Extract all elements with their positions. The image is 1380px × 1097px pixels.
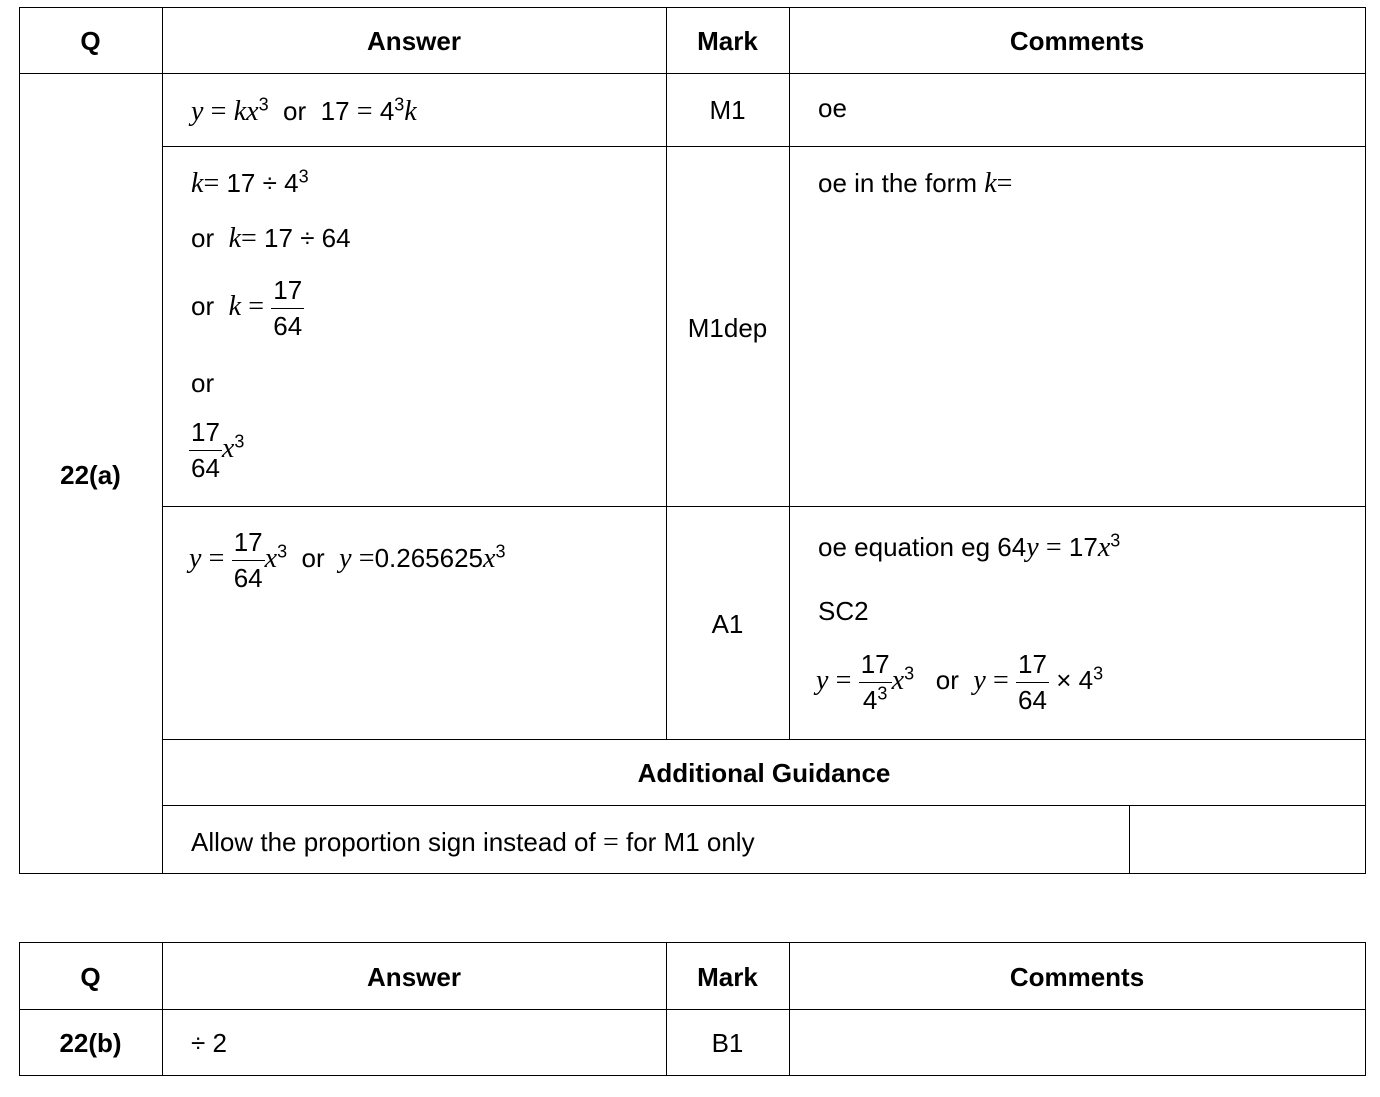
- fraction: $\frac{17}{64}$: [191, 417, 220, 483]
- mark-row3: A1: [711, 609, 744, 639]
- answer-b: ÷ 2: [191, 1028, 227, 1058]
- answer-row2-line5: $\frac{17}{64}$ $x^3$: [191, 417, 245, 483]
- answer-row3: y = $\frac{17}{64}$ $x^3$ or $y =0.265625x^3$: [189, 527, 506, 593]
- header-q: Q: [80, 26, 101, 56]
- mark-b: B1: [711, 1028, 744, 1058]
- guidance-text: Allow the proportion sign instead of = for M1 only: [191, 827, 755, 858]
- header-mark-b: Mark: [697, 962, 758, 992]
- header-answer-b: Answer: [367, 962, 461, 992]
- fraction: $\frac{17}{64}$: [273, 275, 303, 341]
- comment-row3-sc2: SC2: [818, 596, 869, 626]
- guidance-title: Additional Guidance: [637, 758, 891, 788]
- fraction: $\frac{17}{64}$: [233, 527, 263, 593]
- fraction: $\frac{17}{64}$: [1018, 649, 1047, 715]
- answer-row2-line3: or k = $\frac{17}{64}$: [191, 275, 303, 341]
- comment-row2: oe in the form k=: [818, 168, 1013, 199]
- answer-row2-line2: or k= 17 ÷ 64: [191, 223, 351, 254]
- header-q-b: Q: [80, 962, 101, 992]
- comment-row3-line1: oe equation eg $64y = 17x^3$: [818, 530, 1121, 563]
- mark-row2: M1dep: [687, 313, 768, 343]
- header-mark: Mark: [697, 26, 758, 56]
- question-number-b: 22(b): [59, 1028, 122, 1058]
- header-answer: Answer: [367, 26, 461, 56]
- comment-row3-line3: y = $\frac{17}{4^3}$ $x^3$ or y = $\frac{17}{64}$ × $4^3$: [816, 649, 1104, 715]
- fraction: $\frac{17}{4^3}$: [860, 649, 890, 715]
- header-comments-b: Comments: [1009, 962, 1145, 992]
- answer-row2-line1: $k= 17 \div 4^3$: [191, 166, 309, 199]
- question-number: 22(a): [60, 460, 121, 490]
- mark-row1: M1: [709, 95, 746, 125]
- answer-row1: $y = kx^3$ or $17 = 4^3k$: [191, 94, 417, 127]
- header-comments: Comments: [1009, 26, 1145, 56]
- comment-row1: oe: [818, 93, 847, 123]
- answer-row2-line4: or: [191, 368, 215, 398]
